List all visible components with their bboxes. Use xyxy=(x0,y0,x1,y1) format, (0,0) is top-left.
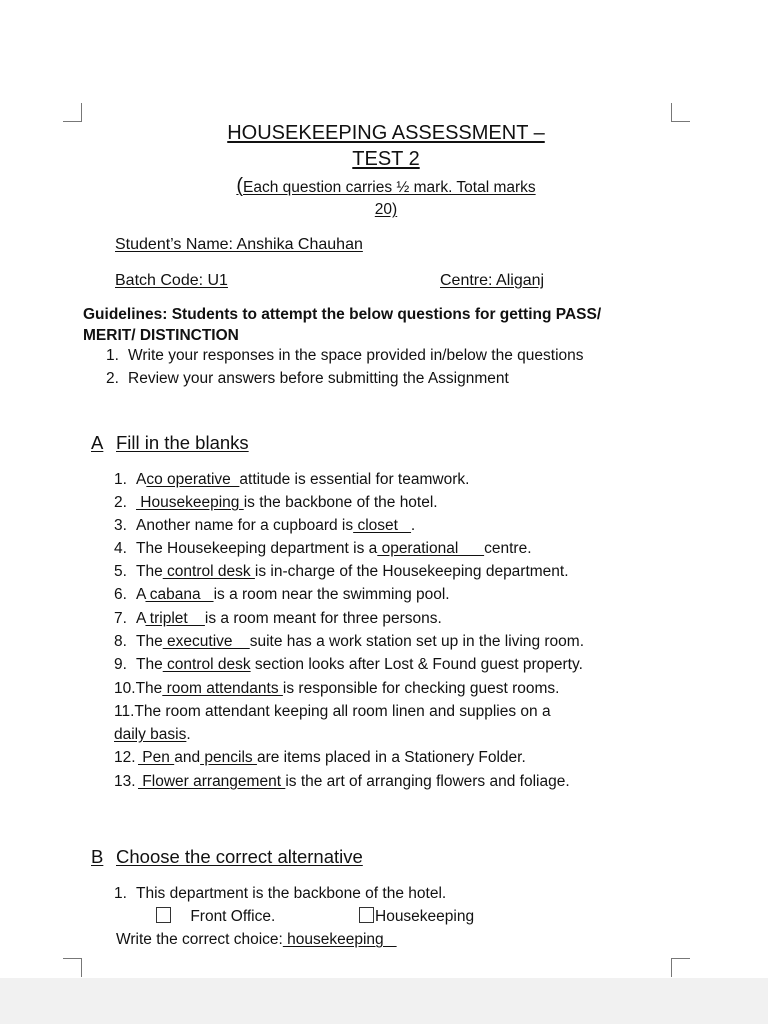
question-text: is the art of arranging flowers and foliage. xyxy=(285,773,570,790)
write-choice xyxy=(116,931,397,949)
answer: cabana xyxy=(145,586,214,603)
question-a1 xyxy=(114,471,469,489)
answer: executive xyxy=(162,633,250,650)
question-num: 6. xyxy=(114,586,127,603)
guideline-text: Review your answers before submitting the Assignment xyxy=(128,370,509,387)
question-text: section looks after Lost & Found guest property. xyxy=(250,656,583,673)
answer: Housekeeping xyxy=(136,494,244,511)
question-text: A xyxy=(136,610,146,627)
question-a10 xyxy=(114,680,559,698)
question-a3 xyxy=(114,517,415,535)
section-letter: B xyxy=(91,846,104,867)
question-text: are items placed in a Stationery Folder. xyxy=(256,749,526,766)
guidelines-line2: MERIT/ DISTINCTION xyxy=(83,327,239,344)
question-a2 xyxy=(114,494,438,512)
question-text: is responsible for checking guest rooms. xyxy=(282,680,560,697)
answer: operational xyxy=(377,540,485,557)
question-text: attitude is essential for teamwork. xyxy=(239,471,470,488)
question-a13 xyxy=(114,773,570,791)
write-choice-label: Write the correct choice: xyxy=(116,931,283,948)
question-text: suite has a work station set up in the living room. xyxy=(249,633,585,650)
question-text: A xyxy=(136,471,147,488)
answer: Flower arrangement xyxy=(138,773,286,790)
question-b1 xyxy=(114,885,446,903)
answer: daily basis xyxy=(114,726,187,743)
centre: Centre: Aliganj xyxy=(440,272,545,289)
guideline-item xyxy=(106,370,509,388)
question-a5 xyxy=(114,563,569,581)
question-text: . xyxy=(410,517,416,534)
question-num: 1. xyxy=(114,471,127,488)
question-a4 xyxy=(114,540,532,558)
question-a7 xyxy=(114,610,442,628)
answer: room attendants xyxy=(162,680,283,697)
question-num: 4. xyxy=(114,540,127,557)
checkbox-icon[interactable] xyxy=(359,907,374,923)
question-a8 xyxy=(114,633,584,651)
option-label: Housekeeping xyxy=(375,908,475,925)
section-letter: A xyxy=(91,432,104,453)
answer: pencils xyxy=(200,749,257,766)
page-title: HOUSEKEEPING ASSESSMENT – xyxy=(227,122,545,144)
question-a6 xyxy=(114,586,450,604)
marks-note-paren: ( xyxy=(236,175,244,197)
question-a11 xyxy=(114,703,551,721)
question-num: 12. xyxy=(114,749,136,766)
answer: control desk xyxy=(162,563,255,580)
question-text: The xyxy=(136,563,163,580)
question-text: . xyxy=(186,726,191,743)
guidelines-line1: Guidelines: Students to attempt the below questions for getting PASS/ xyxy=(83,306,602,323)
question-text: The room attendant keeping all room linen and supplies on a xyxy=(134,703,551,720)
guideline-num: 2. xyxy=(106,370,119,387)
answer: housekeeping xyxy=(282,931,397,948)
question-text: is a room near the swimming pool. xyxy=(213,586,450,603)
question-num: 5. xyxy=(114,563,127,580)
guideline-text: Write your responses in the space provided in/below the questions xyxy=(128,347,584,364)
question-num: 13. xyxy=(114,773,136,790)
question-text: The Housekeeping department is a xyxy=(136,540,378,557)
question-text: The xyxy=(135,680,163,697)
option-housekeeping[interactable] xyxy=(359,907,474,926)
batch-code: Batch Code: U1 xyxy=(115,272,228,289)
question-num: 2. xyxy=(114,494,127,511)
question-num: 1. xyxy=(114,885,127,902)
page-title-test: TEST 2 xyxy=(352,148,420,170)
crop-mark-bottom-left xyxy=(63,958,82,977)
question-a11-cont xyxy=(114,726,191,744)
question-text: is the backbone of the hotel. xyxy=(243,494,438,511)
section-b-heading xyxy=(91,846,363,868)
question-text: A xyxy=(136,586,146,603)
marks-note xyxy=(0,175,768,198)
answer: closet _ xyxy=(353,517,411,534)
marks-note-line1: Each question carries ½ mark. Total marks xyxy=(243,179,536,196)
answer: co operative xyxy=(146,471,240,488)
option-label: Front Office. xyxy=(190,908,276,925)
question-num: 9. xyxy=(114,656,127,673)
guideline-num: 1. xyxy=(106,347,119,364)
section-title: Choose the correct alternative xyxy=(116,846,363,867)
section-a-heading xyxy=(91,432,249,454)
question-text: and xyxy=(174,749,201,766)
answer: Pen xyxy=(138,749,175,766)
question-a9 xyxy=(114,656,583,674)
crop-mark-bottom-right xyxy=(671,958,690,977)
student-name: Student’s Name: Anshika Chauhan xyxy=(115,236,363,253)
crop-mark-top-left xyxy=(63,103,82,122)
question-a12 xyxy=(114,749,526,767)
question-text: The xyxy=(136,633,163,650)
question-num: 8. xyxy=(114,633,127,650)
crop-mark-top-right xyxy=(671,103,690,122)
question-text: This department is the backbone of the hotel. xyxy=(136,885,447,902)
question-num: 3. xyxy=(114,517,127,534)
marks-note-line2: 20) xyxy=(374,201,398,218)
question-text: is in-charge of the Housekeeping department. xyxy=(254,563,569,580)
guideline-item xyxy=(106,347,584,365)
answer: triplet xyxy=(145,610,205,627)
question-text: centre. xyxy=(484,540,532,557)
question-num: 11. xyxy=(114,703,135,720)
checkbox-icon[interactable] xyxy=(156,907,171,923)
question-num: 7. xyxy=(114,610,127,627)
question-text: is a room meant for three persons. xyxy=(204,610,442,627)
option-front-office[interactable] xyxy=(156,907,275,926)
question-num: 10. xyxy=(114,680,136,697)
question-text: Another name for a cupboard is xyxy=(136,517,354,534)
page-gap xyxy=(0,978,768,1024)
question-text: The xyxy=(136,656,163,673)
answer: control desk xyxy=(162,656,251,673)
section-title: Fill in the blanks xyxy=(116,432,249,453)
